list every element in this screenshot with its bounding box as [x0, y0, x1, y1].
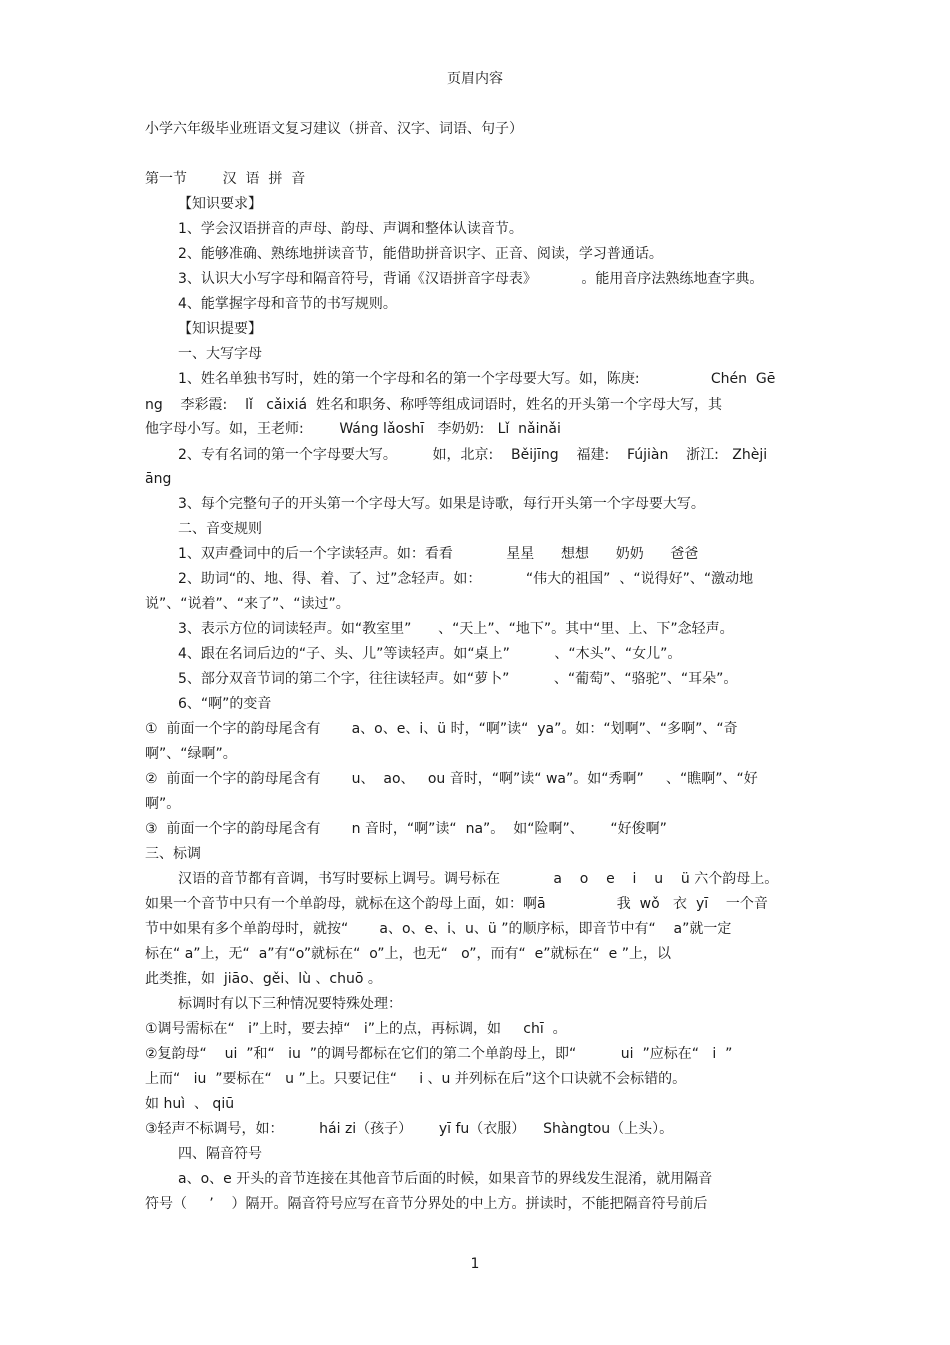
- text-line: 4、跟在名词后边的“子、头、儿”等读轻声。如“桌上” 、“木头”、“女儿”。: [178, 646, 682, 662]
- text-line: 2、助词“的、地、得、着、了、过”念轻声。如： “伟大的祖国” 、“说得好”、“激动地: [178, 571, 754, 587]
- text-line: 二、音变规则: [178, 521, 262, 537]
- text-line: 如果一个音节中只有一个单韵母，就标在这个韵母上面，如：啊ā 我 wǒ 衣 yī 一个音: [145, 896, 768, 912]
- page-header: 页眉内容: [447, 71, 503, 87]
- text-line: 【知识提要】: [178, 321, 262, 337]
- text-line: 说”、“说着”、“来了”、“读过”。: [145, 596, 350, 612]
- text-line: 5、部分双音节词的第二个字，往往读轻声。如“萝卜” 、“葡萄”、“骆驼”、“耳朵”。: [178, 671, 738, 687]
- text-line: 此类推，如 jiāo、gěi、lù 、chuō 。: [145, 971, 382, 987]
- text-line: 1、学会汉语拼音的声母、韵母、声调和整体认读音节。: [178, 221, 523, 237]
- text-line: 2、能够准确、熟练地拼读音节，能借助拼音识字、正音、阅读，学习普通话。: [178, 246, 663, 262]
- text-line: 4、能掌握字母和音节的书写规则。: [178, 296, 397, 312]
- text-line: 三、标调: [145, 846, 201, 862]
- text-line: 6、“啊”的变音: [178, 696, 272, 712]
- text-line: 如 huì 、 qiū: [145, 1096, 235, 1112]
- text-line: 符号（ ’ ）隔开。隔音符号应写在音节分界处的中上方。拼读时，不能把隔音符号前后: [145, 1196, 708, 1212]
- text-line: 四、隔音符号: [178, 1146, 262, 1162]
- text-line: 一、大写字母: [178, 346, 262, 362]
- document-title: 小学六年级毕业班语文复习建议（拼音、汉字、词语、句子）: [145, 121, 523, 137]
- text-line: 上而“ iu ”要标在“ u ”上。只要记住“ i 、u 并列标在后”这个口诀就不会标错的。: [145, 1071, 687, 1087]
- page-number: 1: [470, 1256, 480, 1272]
- text-line: a、o、e 开头的音节连接在其他音节后面的时候，如果音节的界线发生混淆，就用隔音: [178, 1171, 713, 1187]
- text-line: ②复韵母“ ui ”和“ iu ”的调号都标在它们的第二个单韵母上，即“ ui ”应标在“ i ”: [145, 1046, 733, 1062]
- text-line: ①调号需标在“ i”上时，要去掉“ i”上的点，再标调，如 chī 。: [145, 1021, 567, 1037]
- text-line: 标调时有以下三种情况要特殊处理：: [178, 996, 402, 1012]
- text-line: 节中如果有多个单韵母时，就按“ a、o、e、i、u、ü ”的顺序标，即音节中有“ a”就一定: [145, 921, 732, 937]
- text-line: ③轻声不标调号，如： hái zi（孩子） yī fu（衣服） Shàngtou（上头）。: [145, 1121, 674, 1137]
- text-line: 啊”、“绿啊”。: [145, 746, 237, 762]
- text-line: ② 前面一个字的韵母尾含有 u、 ao、 ou 音时，“啊”读“ wa”。如“秀啊” 、“瞧啊”、“好: [145, 771, 758, 787]
- text-line: 【知识要求】: [178, 196, 262, 212]
- text-line: 3、表示方位的词读轻声。如“教室里” 、“天上”、“地下”。其中“里、上、下”念轻声。: [178, 621, 734, 637]
- text-line: 他字母小写。如，王老师: Wáng lǎoshī 李奶奶: Lǐ nǎinǎi: [145, 421, 561, 437]
- text-line: 1、姓名单独书写时，姓的第一个字母和名的第一个字母要大写。如，陈庚: Chén Gē: [178, 371, 776, 387]
- text-line: 3、每个完整句子的开头第一个字母大写。如果是诗歌，每行开头第一个字母要大写。: [178, 496, 705, 512]
- text-line: ③ 前面一个字的韵母尾含有 n 音时，“啊”读“ na”。 如“险啊”、 “好俊啊”: [145, 821, 667, 837]
- text-line: 汉语的音节都有音调，书写时要标上调号。调号标在 a o e i u ü 六个韵母上。: [178, 871, 779, 887]
- text-line: 2、专有名词的第一个字母要大写。 如，北京: Běijīng 福建: Fújiàn 浙江: Zhèji: [178, 447, 768, 463]
- text-line: ① 前面一个字的韵母尾含有 a、o、e、i、ü 时，“啊”读“ ya”。如：“划啊”、“多啊”、“奇: [145, 721, 738, 737]
- text-line: āng: [145, 471, 172, 487]
- text-line: 标在“ a”上，无“ a”有“o”就标在“ o”上，也无“ o”，而有“ e”就标在“ e ”上，以: [145, 946, 671, 962]
- text-line: 啊”。: [145, 796, 181, 812]
- section-heading: 第一节 汉 语 拼 音: [145, 171, 306, 187]
- text-line: 1、双声叠词中的后一个字读轻声。如：看看 星星 想想 奶奶 爸爸: [178, 546, 699, 562]
- text-line: ng 李彩霞: lǐ cǎixiá 姓名和职务、称呼等组成词语时，姓名的开头第一个字母大写，其: [145, 397, 723, 413]
- text-line: 3、认识大小写字母和隔音符号，背诵《汉语拼音字母表》 。能用音序法熟练地查字典。: [178, 271, 764, 287]
